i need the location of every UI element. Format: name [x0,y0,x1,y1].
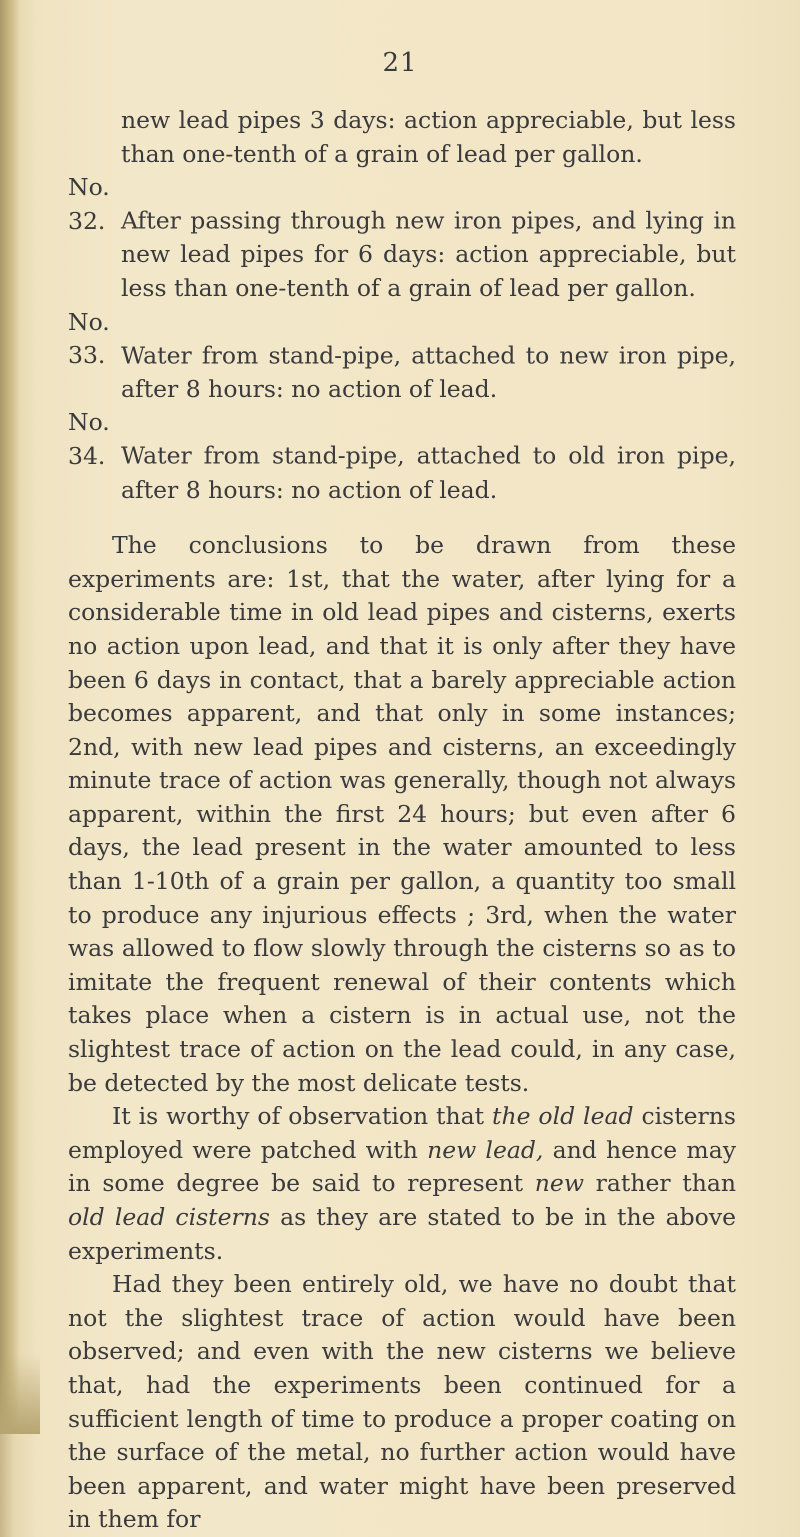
page-gutter-shadow [0,0,20,1434]
entry-text: Water from stand-pipe, attached to old iron pipe, after 8 hours: no action of lead. [121,441,736,504]
entry-number: No. 32. [68,173,110,235]
observation-emphasis: new [534,1169,584,1198]
observation-text: cisterns employed were patched with [68,1102,736,1164]
observation-text: and hence may in some degree be said to represent [68,1135,736,1198]
experiment-entry-33 [68,306,736,407]
entry-text: new lead pipes 3 days: action appreciable, but less than one-tenth of a grain of lead per gallon. [121,106,736,168]
page-corner-shadow [0,1354,40,1434]
page-body [68,104,736,1537]
observation-text: as they are stated to be in the above experiments. [68,1203,737,1265]
observation-emphasis: the old lead [492,1102,634,1131]
entry-number: No. 34. [68,408,110,470]
experiment-entry-continued [68,104,736,171]
experiment-entry-34 [68,406,736,507]
observation-text: It is worthy of observation that [112,1102,493,1131]
observation-paragraph [68,1100,736,1268]
entry-text: Water from stand-pipe, attached to new iron pipe, after 8 hours: no action of lead. [121,341,736,403]
observation-emphasis: old lead cisterns [68,1203,270,1231]
observation-text: rather than [583,1169,736,1198]
final-paragraph: Had they been entirely old, we have no doubt that not the slightest trace of action would have been observed; and even with the new cisterns we believe that, had the experiments been continued for a sufficient length of time to produce a proper coating on the surface of the metal, no further action would have been apparent, and water might have been preserved in them for [68,1270,736,1534]
entry-text: After passing through new iron pipes, and lying in new lead pipes for 6 days: action appreciable, but less than one-tenth of a grain of lead per gallon. [121,206,736,302]
entry-number: No. 33. [68,307,110,370]
observation-emphasis: new lead, [427,1135,544,1164]
page-number: 21 [382,48,418,78]
conclusions-paragraph: The conclusions to be drawn from these experiments are: 1st, that the water, after lying for a considerable time in old lead pipes and cisterns, exerts no action upon lead, and that it is only after they have been 6 days in contact, that a barely appreciable action becomes apparent, and that only in some instances; 2nd, with new lead pipes and cisterns, an exceedingly minute trace of action was generally, though not always apparent, within the first 24 hours; but even after 6 days, the lead present in the water amounted to less than 1-10th of a grain per gallon, a quantity too small to produce any injurious effects ; 3rd, when the water was allowed to flow slowly through the cisterns so as to imitate the frequent renewal of their contents which takes place when a cistern is in actual use, not the slightest trace of action on the lead could, in any case, be detected by the most delicate tests. [68,531,736,1097]
experiment-entry-32 [68,171,736,305]
section-gap [68,507,736,529]
